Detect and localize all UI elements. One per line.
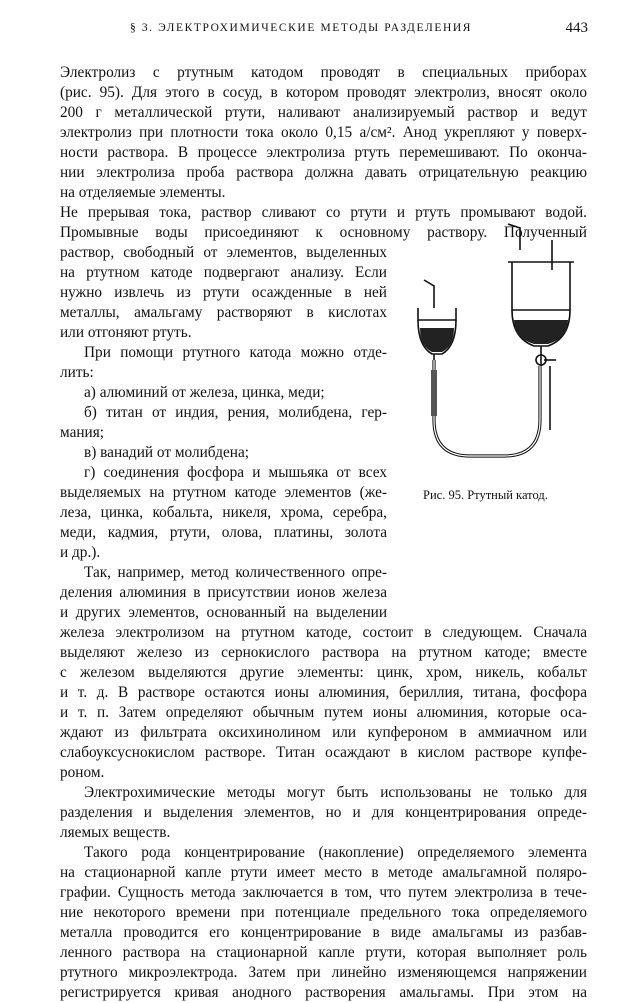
body-line: железа электролизом на ртутном катоде, состоит в следующем. Сначала bbox=[60, 624, 587, 641]
running-head: § 3. ЭЛЕКТРОХИМИЧЕСКИЕ МЕТОДЫ РАЗДЕЛЕНИЯ bbox=[130, 22, 473, 34]
body-line: нужно извлечь из ртути осажденные в ней bbox=[60, 284, 387, 301]
body-line: меди, кадмия, ртути, олова, платины, золота bbox=[60, 524, 387, 541]
body-line: а) алюминий от железа, цинка, меди; bbox=[84, 384, 325, 401]
body-line: графии. Сущность метода заключается в том, что путем электролиза в тече- bbox=[60, 884, 587, 901]
body-line: на стационарной капле ртути имеет место в методе амальгамной поляро- bbox=[60, 864, 587, 881]
body-line: на ртутном катоде подвергают анализу. Если bbox=[60, 264, 387, 281]
figure-caption: Рис. 95. Ртутный катод. bbox=[423, 488, 548, 502]
body-line: ляемых веществ. bbox=[60, 824, 171, 841]
body-line: металлы, амальгаму растворяют в кислотах bbox=[60, 304, 387, 321]
body-line: регистрируется кривая анодного растворения амальгамы. При этом на bbox=[60, 984, 587, 1001]
body-line: нии электролиза проба раствора должна давать отрицательную реакцию bbox=[60, 164, 587, 181]
body-line: электролиз при плотности тока около 0,15 а/см². Анод укрепляют у поверх- bbox=[60, 124, 587, 141]
body-line: 200 г металлической ртути, наливают анализируемый раствор и ведут bbox=[60, 104, 587, 121]
body-line: и т. д. В растворе остаются ионы алюминия, бериллия, титана, фосфора bbox=[60, 684, 587, 701]
body-line: и других элементов, основанный на выделении bbox=[60, 604, 387, 621]
body-line: Электролиз с ртутным катодом проводят в специальных приборах bbox=[60, 64, 587, 81]
body-line: разделения и выделения элементов, но и для концентрирования опреде- bbox=[60, 804, 587, 821]
body-line: или отгоняют ртуть. bbox=[60, 324, 192, 341]
body-line: и т. п. Затем определяют обычным путем ионы алюминия, которые оса- bbox=[60, 704, 587, 721]
body-line: слабоуксуснокислом растворе. Титан осаждают в кислом растворе купфе- bbox=[60, 744, 587, 761]
body-line: выделяют железо из сернокислого раствора на ртутном катоде; вместе bbox=[60, 644, 587, 661]
body-line: раствор, свободный от элементов, выделенных bbox=[60, 244, 387, 261]
body-line: леза, цинка, кобальта, никеля, хрома, серебра, bbox=[60, 504, 387, 521]
body-line: ние некоторого времени при потенциале предельного тока определяемого bbox=[60, 904, 587, 921]
body-line: роном. bbox=[60, 764, 105, 781]
body-line: Промывные воды присоединяют к основному раствору. Полученный bbox=[60, 224, 587, 241]
body-line: деления алюминия в присутствии ионов железа bbox=[60, 584, 387, 601]
body-line: металла проводится его концентрирование в виде амальгамы из разбав- bbox=[60, 924, 587, 941]
body-line: ности раствора. В процессе электролиза ртуть перемешивают. По оконча- bbox=[60, 144, 587, 161]
body-line: При помощи ртутного катода можно отде- bbox=[84, 344, 387, 361]
body-line: Такого рода концентрирование (накопление) определяемого элемента bbox=[84, 844, 587, 861]
body-line: в) ванадий от молибдена; bbox=[84, 444, 250, 461]
body-line: на отделяемые элементы. bbox=[60, 184, 226, 201]
body-line: б) титан от индия, рения, молибдена, гер- bbox=[84, 404, 387, 421]
body-line: (рис. 95). Для этого в сосуд, в котором проводят электролиз, вносят около bbox=[60, 84, 587, 101]
page-number: 443 bbox=[565, 20, 588, 36]
mercury-cathode-figure bbox=[404, 220, 584, 475]
body-line: выделяемых на ртутном катоде элементов (же- bbox=[60, 484, 387, 501]
body-line: с железом выделяются другие элементы: цинк, хром, никель, кобальт bbox=[60, 664, 587, 681]
body-line: г) соединения фосфора и мышьяка от всех bbox=[84, 464, 387, 481]
body-line: Не прерывая тока, раствор сливают со ртути и ртуть промывают водой. bbox=[60, 204, 587, 221]
body-line: ждают из фильтрата оксихинолином или купфероном в аммиачном или bbox=[60, 724, 587, 741]
body-line: ртутного микроэлектрода. Затем при линейно изменяющемся напряжении bbox=[60, 964, 587, 981]
body-line: мания; bbox=[60, 424, 105, 441]
body-line: лить: bbox=[60, 364, 94, 381]
body-line: ленного раствора на стационарной капле ртути, которая выполняет роль bbox=[60, 944, 587, 961]
body-line: Так, например, метод количественного опре- bbox=[84, 564, 387, 581]
body-line: Электрохимические методы могут быть использованы не только для bbox=[84, 784, 587, 801]
body-line: и др.). bbox=[60, 544, 101, 561]
